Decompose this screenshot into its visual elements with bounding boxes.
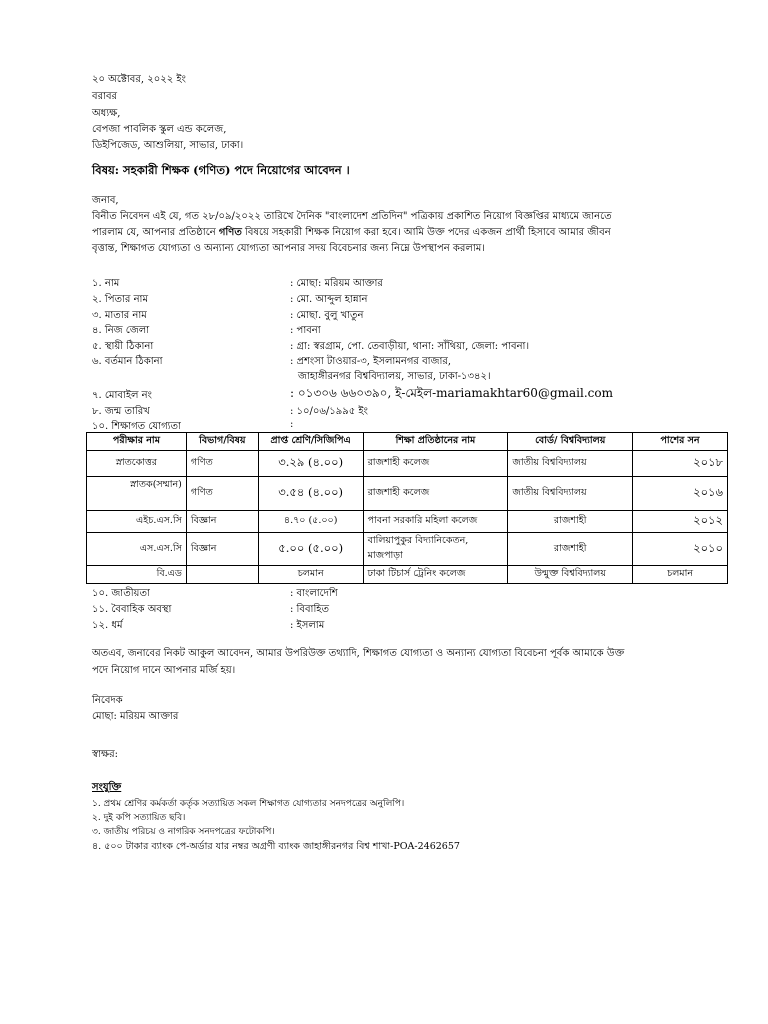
field-value-name: : মোছা: মরিয়ম আক্তার — [290, 278, 383, 289]
cell-subject: বিজ্ঞান — [186, 533, 258, 566]
table-row — [87, 511, 728, 533]
field-label-name: ১. নাম — [92, 278, 120, 289]
field-label-permanent-address: ৫. স্থায়ী ঠিকানা — [92, 341, 154, 352]
field-label-mobile: ৭. মোবাইল নং — [92, 390, 152, 401]
cell-grade: ৩.৫৪ (৪.০০) — [258, 477, 363, 511]
field-label-nationality: ১০. জাতীয়তা — [92, 588, 150, 599]
closing-line-1: অতএব, জনাবের নিকট আকুল আবেদন, আমার উপরিউক্ত তথ্যাদি, শিক্ষাগত যোগ্যতা ও অন্যান্য যোগ্যতা বিবেচনা পূর্বক আমাকে উক্ত — [92, 648, 625, 659]
signature-label: স্বাক্ষর: — [92, 749, 118, 760]
cell-institution: রাজশাহী কলেজ — [363, 451, 508, 477]
cell-year: ২০১২ — [633, 511, 728, 533]
body-line-2 — [92, 227, 611, 239]
field-value-permanent-address: : গ্রা: স্বরগ্রাম, পো. তেবাড়ীয়া, থানা: সাঁথিয়া, জেলা: পাবনা। — [290, 341, 530, 352]
cell-exam: স্নাতকোত্তর — [87, 451, 187, 477]
attachment-item: ১. প্রথম শ্রেণির কর্মকর্তা কর্তৃক সত্যায়িত সকল শিক্ষাগত যোগ্যতার সনদপত্রের অনুলিপি। — [92, 799, 405, 809]
attachment-item: ৪. ৫০০ টাকার ব্যাংক পে-অর্ডার যার নম্বর অগ্রণী ব্যাংক জাহাঙ্গীরনগর বিশ্ব শাখা-POA-2462657 — [92, 841, 460, 852]
field-label-religion: ১২. ধর্ম — [92, 620, 123, 631]
field-value-marital-status: : বিবাহিত — [290, 604, 330, 615]
field-value-mother: : মোছা. বুলু খাতুন — [290, 310, 364, 321]
cell-year: ২০১৬ — [633, 477, 728, 511]
applicant-name: মোছা: মরিয়ম আক্তার — [92, 711, 179, 722]
cell-subject: বিজ্ঞান — [186, 511, 258, 533]
field-label-present-address: ৬. বর্তমান ঠিকানা — [92, 356, 163, 367]
cell-year: ২০১০ — [633, 533, 728, 566]
recipient-title: অধ্যক্ষ, — [92, 108, 121, 119]
col-header-grade: প্রাপ্ত শ্রেণি/সিজিপিএ — [258, 433, 363, 451]
cell-exam: বি.এড — [87, 566, 187, 584]
table-row — [87, 477, 728, 511]
cell-board: উন্মুক্ত বিশ্ববিদ্যালয় — [508, 566, 633, 584]
field-value-dob: : ১০/০৬/১৯৯৫ ইং — [290, 406, 368, 417]
field-value-education: : — [290, 419, 294, 430]
field-label-marital-status: ১১. বৈবাহিক অবস্থা — [92, 604, 172, 615]
cell-exam: স্নাতক(সম্মান) — [87, 477, 187, 511]
subject-line: বিষয়: সহকারী শিক্ষক (গণিত) পদে নিয়োগের আবেদন । — [92, 163, 350, 177]
field-label-father: ২. পিতার নাম — [92, 294, 149, 305]
cell-board: জাতীয় বিশ্ববিদ্যালয় — [508, 451, 633, 477]
col-header-subject: বিভাগ/বিষয় — [186, 433, 258, 451]
cell-year: ২০১৮ — [633, 451, 728, 477]
field-value-mobile-email: : ০১৩০৬ ৬৬০৩৯০, ই-মেইল-mariamakhtar60@gmail.com — [290, 386, 613, 400]
cell-institution: রাজশাহী কলেজ — [363, 477, 508, 511]
field-value-father: : মো. আব্দুল হান্নান — [290, 294, 368, 305]
table-header-row — [87, 433, 728, 451]
cell-institution: পাবনা সরকারি মহিলা কলেজ — [363, 511, 508, 533]
table-row — [87, 533, 728, 566]
col-header-board: বোর্ড/ বিশ্ববিদ্যালয় — [508, 433, 633, 451]
cell-exam: এস.এস.সি — [87, 533, 187, 566]
field-value-present-address-cont: জাহাঙ্গীরনগর বিশ্ববিদ্যালয়, সাভার, ঢাকা-১৩৪২। — [298, 371, 491, 382]
salutation: জনাব, — [92, 195, 119, 206]
body-line-1: বিনীত নিবেদন এই যে, গত ২৮/০৯/২০২২ তারিখে দৈনিক "বাংলাদেশ প্রতিদিন" পত্রিকায় প্রকাশিত নিয়োগ বিজ্ঞপ্তির মাধ্যমে জানতে — [92, 211, 612, 222]
field-label-mother: ৩. মাতার নাম — [92, 310, 147, 321]
education-table — [86, 432, 728, 584]
table-row — [87, 451, 728, 477]
cell-grade: ৫.০০ (৫.০০) — [258, 533, 363, 566]
attachments-heading: সংযুক্তি — [92, 782, 122, 793]
body-line-2-start: পারলাম যে, আপনার প্রতিষ্ঠানে — [92, 227, 219, 238]
cell-year: চলমান — [633, 566, 728, 584]
attachment-item: ২. দুই কপি সত্যায়িত ছবি। — [92, 813, 186, 823]
table-row — [87, 566, 728, 584]
cell-board: জাতীয় বিশ্ববিদ্যালয় — [508, 477, 633, 511]
field-value-present-address: : প্রশংসা টাওয়ার-৩, ইসলামনগর বাজার, — [290, 356, 452, 367]
attachment-item: ৩. জাতীয় পরিচয় ও নাগরিক সনদপত্রের ফটোকপি। — [92, 827, 275, 837]
letter-date: ২০ অক্টোবর, ২০২২ ইং — [92, 74, 186, 85]
field-label-district: ৪. নিজ জেলা — [92, 325, 150, 336]
cell-subject: গণিত — [186, 477, 258, 511]
field-value-nationality: : বাংলাদেশি — [290, 588, 338, 599]
institution-address: ডিইপিজেড, আশুলিয়া, সাভার, ঢাকা। — [92, 140, 244, 151]
field-value-district: : পাবনা — [290, 325, 321, 336]
to-line: বরাবর — [92, 91, 118, 102]
col-header-year: পাশের সন — [633, 433, 728, 451]
cell-institution: বালিয়াপুকুর বিদ্যানিকেতন, মাজপাড়া — [363, 533, 508, 566]
field-label-dob: ৮. জন্ম তারিখ — [92, 406, 150, 417]
body-subject-bold: গণিত — [218, 227, 242, 238]
cell-grade: ৪.৭০ (৫.০০) — [258, 511, 363, 533]
institution-name: বেপজা পাবলিক স্কুল এন্ড কলেজ, — [92, 124, 227, 135]
cell-subject — [186, 566, 258, 584]
closing-line-2: পদে নিয়োগ দানে আপনার মর্জি হয়। — [92, 665, 236, 676]
cell-exam: এইচ.এস.সি — [87, 511, 187, 533]
cell-board: রাজশাহী — [508, 533, 633, 566]
col-header-exam: পরীক্ষার নাম — [87, 433, 187, 451]
body-line-2-end: বিষয়ে সহকারী শিক্ষক নিয়োগ করা হবে। আমি উক্ত পদের একজন প্রার্থী হিসাবে আমার জীবন — [241, 227, 611, 238]
cell-institution: ঢাকা টিচার্স ট্রেনিং কলেজ — [363, 566, 508, 584]
cell-grade: ৩.২৯ (৪.০০) — [258, 451, 363, 477]
col-header-institution: শিক্ষা প্রতিষ্ঠানের নাম — [363, 433, 508, 451]
field-label-education: ১০. শিক্ষাগত যোগ্যতা — [92, 421, 181, 432]
cell-grade: চলমান — [258, 566, 363, 584]
cell-subject: গণিত — [186, 451, 258, 477]
body-line-3: বৃত্তান্ত, শিক্ষাগত যোগ্যতা ও অন্যান্য যোগ্যতা আপনার সদয় বিবেচনার জন্য নিম্নে উপস্থাপন করলাম। — [92, 243, 485, 254]
cell-board: রাজশাহী — [508, 511, 633, 533]
signoff-label: নিবেদক — [92, 695, 123, 706]
field-value-religion: : ইসলাম — [290, 620, 325, 631]
